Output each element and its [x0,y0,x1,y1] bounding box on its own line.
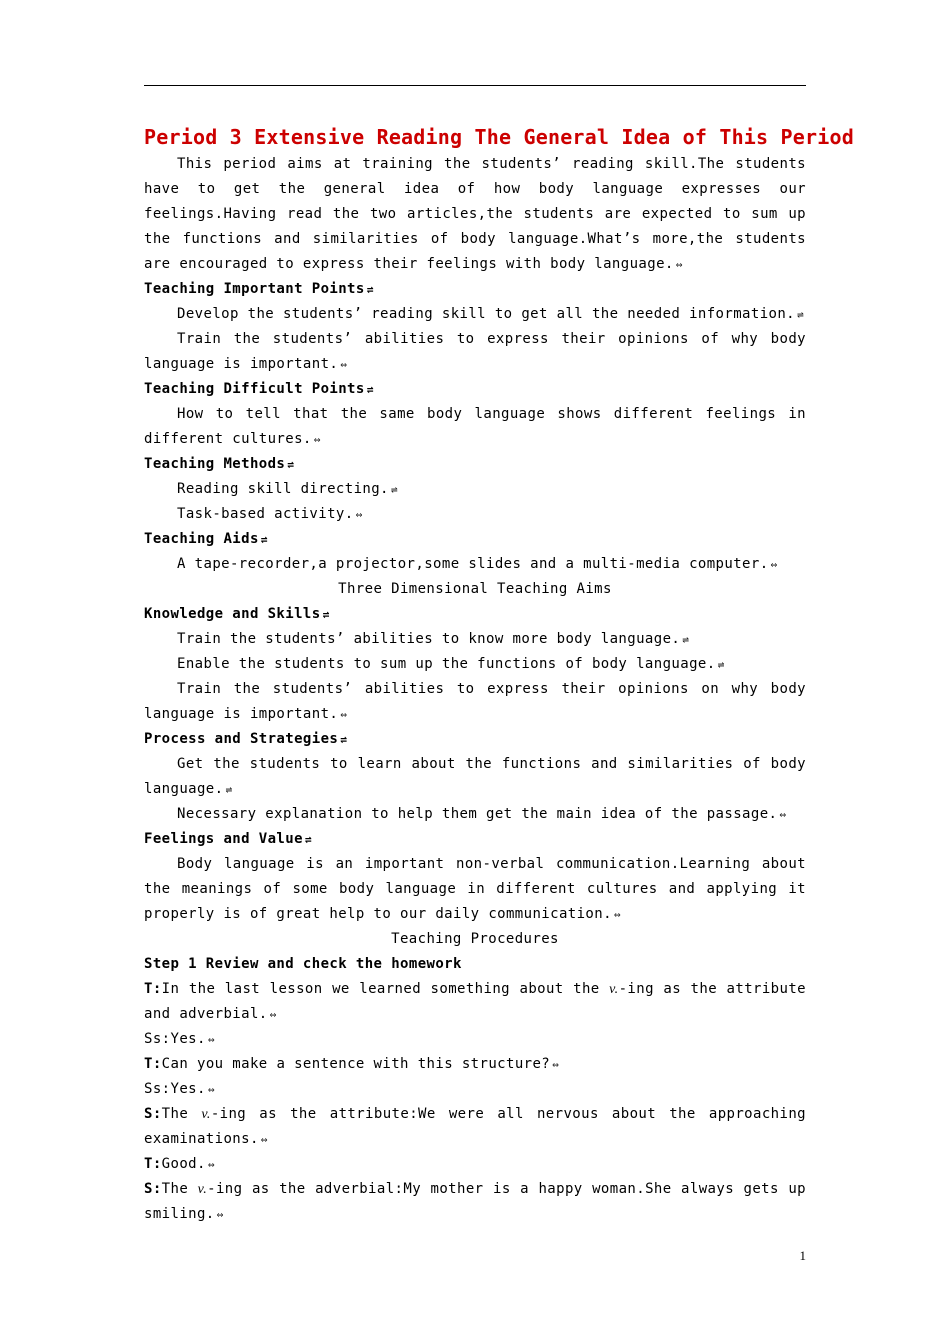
speaker-label: Ss: [144,1081,171,1097]
paragraph-mark-icon: ⇔ [313,433,321,446]
speaker-label: T: [144,981,162,997]
speaker-label: Ss: [144,1031,171,1047]
list-item: Train the students’ abilities to express their opinions of why body language is important. ⇔ [144,331,806,372]
speaker-label: S: [144,1181,162,1197]
line-mark-icon: ⇌ [366,383,374,396]
dialogue-line: Ss:Yes. ⇔ [144,1081,215,1097]
paragraph-mark-icon: ⇔ [207,1033,215,1046]
line-mark-icon: ⇌ [225,783,233,796]
dialogue-line: T:In the last lesson we learned something about the v.-ing as the attribute and adverbial. ⇔ [144,981,806,1022]
paragraph-mark-icon: ⇔ [216,1208,224,1221]
paragraph-mark-icon: ⇔ [207,1083,215,1096]
procedures-heading: Teaching Procedures [391,931,559,947]
dialogue-line: Ss:Yes. ⇔ [144,1031,215,1047]
header-rule [144,85,806,86]
speaker-label: S: [144,1106,162,1122]
line-mark-icon: ⇌ [366,283,374,296]
intro-paragraph: This period aims at training the students’ reading skill.The students have to get the general idea of how body language expresses our feelings.Having read the two articles,the students are expected to sum up the functions and similarities of body language.What’s more,the students are encouraged to express their feelings with body language. ⇔ [144,156,806,272]
dialogue-line: S:The v.-ing as the adverbial:My mother is a happy woman.She always gets up smiling. ⇔ [144,1181,806,1222]
document-body [144,122,854,1227]
speaker-label: T: [144,1156,162,1172]
line-mark-icon: ⇌ [322,608,330,621]
list-item: Body language is an important non-verbal communication.Learning about the meanings of some body language in different cultures and applying it properly is of great help to our daily communication. ⇔ [144,856,806,922]
speaker-label: T: [144,1056,162,1072]
paragraph-mark-icon: ⇔ [675,258,683,271]
dialogue-line: S:The v.-ing as the attribute:We were all nervous about the approaching examinations. ⇔ [144,1106,806,1147]
line-mark-icon: ⇌ [304,833,312,846]
list-item: Train the students’ abilities to express their opinions on why body language is important. ⇔ [144,681,806,722]
paragraph-mark-icon: ⇔ [779,808,786,821]
section-heading-process: Process and Strategies ⇌ [144,731,347,747]
list-item: Task-based activity. ⇔ [177,506,363,522]
section-heading-important: Teaching Important Points ⇌ [144,281,374,297]
line-mark-icon: ⇌ [717,658,725,671]
list-item: Get the students to learn about the functions and similarities of body language. ⇌ [144,756,806,797]
list-item: Develop the students’ reading skill to get all the needed information. ⇌ [177,306,804,322]
paragraph-mark-icon: ⇔ [340,358,347,371]
line-mark-icon: ⇌ [340,733,347,746]
dialogue-line: T:Can you make a sentence with this structure? ⇔ [144,1056,559,1072]
three-dimensional-heading: Three Dimensional Teaching Aims [338,581,612,597]
section-heading-knowledge: Knowledge and Skills ⇌ [144,606,330,622]
page-title: Period 3 Extensive Reading The General Idea of This Period [144,125,854,149]
section-heading-aids: Teaching Aids ⇌ [144,531,268,547]
paragraph-mark-icon: ⇔ [269,1008,277,1021]
page-number: 1 [799,1248,806,1263]
step1-heading: Step 1 Review and check the homework [144,956,462,972]
list-item: A tape-recorder,a projector,some slides and a multi-media computer. ⇔ [177,556,778,572]
list-item: Reading skill directing. ⇌ [177,481,398,497]
section-heading-difficult: Teaching Difficult Points ⇌ [144,381,374,397]
list-item: How to tell that the same body language shows different feelings in different cultures. ⇔ [144,406,806,447]
line-mark-icon: ⇌ [390,483,398,496]
line-mark-icon: ⇌ [287,458,294,471]
list-item: Necessary explanation to help them get the main idea of the passage. ⇔ [177,806,786,822]
paragraph-mark-icon: ⇔ [770,558,778,571]
paragraph-mark-icon: ⇔ [552,1058,559,1071]
paragraph-mark-icon: ⇔ [260,1133,268,1146]
line-mark-icon: ⇌ [260,533,268,546]
line-mark-icon: ⇌ [682,633,689,646]
section-heading-methods: Teaching Methods ⇌ [144,456,294,472]
paragraph-mark-icon: ⇔ [340,708,347,721]
list-item: Train the students’ abilities to know more body language. ⇌ [177,631,689,647]
dialogue-line: T:Good. ⇔ [144,1156,215,1172]
list-item: Enable the students to sum up the functions of body language. ⇌ [177,656,725,672]
paragraph-mark-icon: ⇔ [355,508,363,521]
paragraph-mark-icon: ⇔ [613,908,621,921]
paragraph-mark-icon: ⇔ [207,1158,215,1171]
line-mark-icon: ⇌ [797,308,804,321]
section-heading-feelings: Feelings and Value ⇌ [144,831,312,847]
